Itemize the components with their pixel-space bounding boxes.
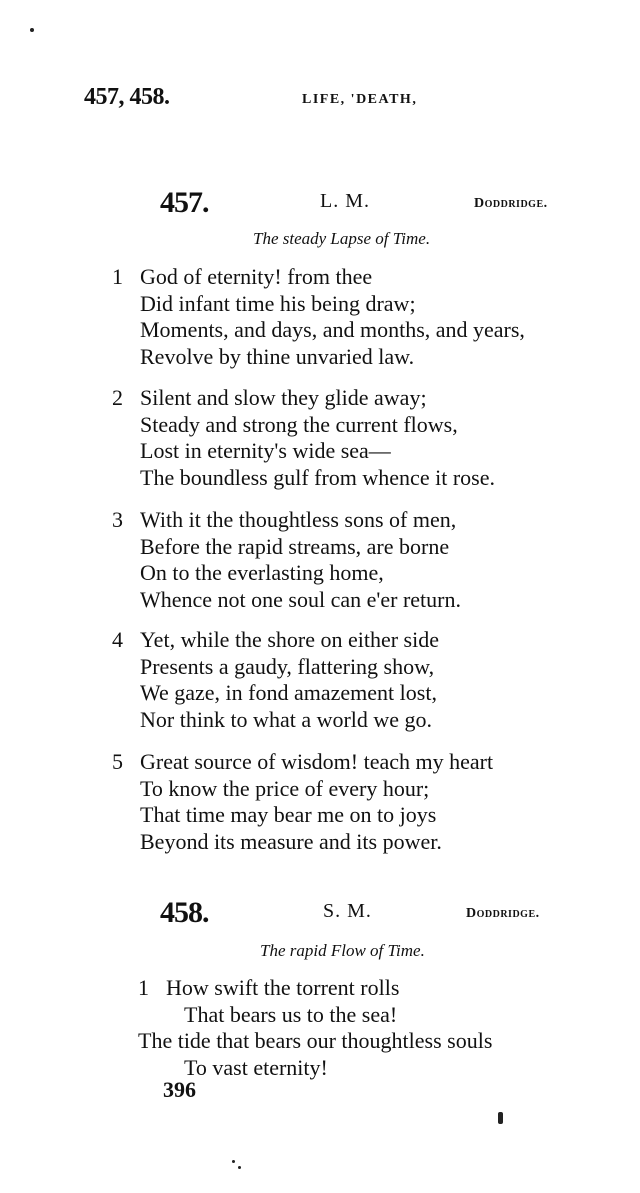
scan-speck [232, 1160, 235, 1163]
page-number: 396 [163, 1077, 196, 1102]
stanza-number: 2 [112, 385, 123, 410]
verse-line: We gaze, in fond amazement lost, [140, 680, 437, 705]
scan-speck [498, 1112, 503, 1124]
hymn-457-subtitle: The steady Lapse of Time. [253, 229, 431, 248]
verse-line: That bears us to the sea! [184, 1001, 398, 1027]
verse-line: Steady and strong the current flows, [140, 411, 458, 437]
verse-line: Before the rapid streams, are borne [140, 533, 450, 559]
stanza-number: 1 [112, 264, 123, 289]
hymn-457-number: 457. [160, 186, 209, 219]
hymn-458-meter: S. M. [323, 900, 372, 922]
verse-line: To know the price of every hour; [140, 775, 430, 801]
verse-line: How swift the torrent rolls [166, 975, 400, 1000]
verse-line: With it the thoughtless sons of men, [140, 507, 457, 532]
verse-line: God of eternity! from thee [140, 264, 373, 289]
stanza-number: 3 [112, 507, 123, 532]
stanza-number: 1 [138, 975, 149, 1000]
hymn-458-stanza-1 [138, 975, 492, 1081]
stanza-number: 5 [112, 749, 123, 774]
verse-line: On to the everlasting home, [140, 560, 384, 585]
verse-line: The boundless gulf from whence it rose. [140, 464, 495, 490]
verse-line: That time may bear me on to joys [140, 802, 437, 827]
stanza-number: 4 [112, 627, 123, 652]
verse-line: Presents a gaudy, flattering show, [140, 653, 435, 679]
verse-line: Revolve by thine unvaried law. [140, 343, 415, 369]
verse-line: Nor think to what a world we go. [140, 706, 433, 732]
hymn-457-stanza-5 [112, 749, 493, 855]
hymn-458-number: 458. [160, 896, 209, 929]
verse-line: Whence not one soul can e'er return. [140, 586, 461, 612]
hymn-458-author: Doddridge. [466, 906, 540, 921]
hymn-458-subtitle: The rapid Flow of Time. [260, 941, 425, 960]
verse-line: Silent and slow they glide away; [140, 385, 427, 410]
verse-line: Did infant time his being draw; [140, 290, 416, 316]
hymn-457-stanza-3 [112, 507, 461, 613]
verse-line: Beyond its measure and its power. [140, 828, 442, 854]
verse-line: Yet, while the shore on either side [140, 627, 439, 652]
hymn-457-stanza-1 [112, 264, 525, 370]
running-head-numbers: 457, 458. [84, 84, 170, 110]
verse-line: Great source of wisdom! teach my heart [140, 749, 494, 774]
scan-speck [238, 1166, 241, 1169]
hymn-457-stanza-2 [112, 385, 495, 491]
verse-line: The tide that bears our thoughtless souls [138, 1028, 493, 1053]
verse-line: Lost in eternity's wide sea— [140, 438, 391, 463]
hymn-457-author: Doddridge. [474, 196, 548, 211]
scan-speck [30, 28, 34, 32]
verse-line: To vast eternity! [184, 1054, 328, 1080]
verse-line: Moments, and days, and months, and years, [140, 317, 525, 342]
hymn-457-meter: L. M. [320, 190, 370, 212]
running-head-title: LIFE, 'DEATH, [302, 92, 418, 107]
hymn-457-stanza-4 [112, 627, 439, 733]
